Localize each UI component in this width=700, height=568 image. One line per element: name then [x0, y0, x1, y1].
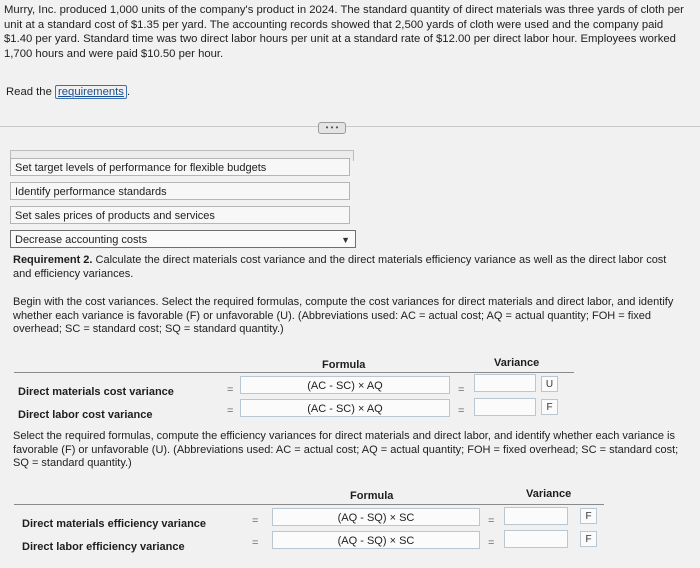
cost-instructions: Begin with the cost variances. Select the required formulas, compute the cost variances for direct materials and direct labor, and identify whether each variance is favorable (F) or unfavorable (U). (Abbreviations used: AC = actual cost; AQ = actual quantity; FOH = fixed overhead; SC = standard cost; SQ = standard quantity.) [13, 296, 674, 335]
dm-eff-amount-input[interactable] [504, 507, 568, 525]
chevron-down-icon: ▼ [341, 235, 350, 245]
equals-sign: = [252, 537, 259, 549]
requirements-link[interactable]: requirements [55, 85, 127, 99]
section-divider [0, 126, 700, 127]
dm-eff-variance-label: Direct materials efficiency variance [22, 518, 207, 530]
equals-sign: = [227, 384, 234, 396]
dl-eff-formula-select[interactable]: (AQ - SQ) × SC [272, 531, 480, 549]
dropdown-option-3[interactable]: Set sales prices of products and services [10, 206, 350, 224]
eff-formula-header: Formula [350, 490, 394, 502]
equals-sign: = [458, 405, 465, 417]
cost-variance-header: Variance [494, 357, 540, 369]
cost-header-line [14, 372, 574, 373]
dm-cost-variance-label: Direct materials cost variance [18, 386, 174, 398]
cost-formula-header: Formula [322, 359, 366, 371]
efficiency-instructions: Select the required formulas, compute the efficiency variances for direct materials and direct labor, and identify whether each variance is favorable (F) or unfavorable (U). (Abbreviations used: AC = actual cost; AQ = actual quantity; FOH = fixed overhead; SC = standard cost; SQ = standard quantity.) [13, 430, 679, 469]
dm-cost-formula-select[interactable]: (AC - SC) × AQ [240, 376, 450, 394]
dl-eff-variance-label: Direct labor efficiency variance [22, 541, 185, 553]
dl-cost-formula-select[interactable]: (AC - SC) × AQ [240, 399, 450, 417]
eff-header-line [14, 504, 604, 505]
dl-eff-uf-select[interactable]: F [580, 531, 597, 547]
equals-sign: = [488, 537, 495, 549]
equals-sign: = [458, 384, 465, 396]
expand-more-button[interactable]: • • • [318, 122, 346, 134]
equals-sign: = [252, 515, 259, 527]
read-requirements [6, 86, 130, 98]
read-prefix: Read the [6, 86, 55, 98]
requirement-label: Requirement 2. [13, 254, 93, 266]
dropdown-option-2[interactable]: Identify performance standards [10, 182, 350, 200]
requirement-2 [13, 254, 685, 281]
dl-eff-amount-input[interactable] [504, 530, 568, 548]
dl-cost-variance-label: Direct labor cost variance [18, 409, 153, 421]
read-suffix: . [126, 86, 131, 98]
equals-sign: = [488, 515, 495, 527]
dl-cost-amount-input[interactable] [474, 398, 536, 416]
problem-statement: Murry, Inc. produced 1,000 units of the company's product in 2024. The standard quantity of direct materials was three yards of cloth per unit at a standard cost of $1.35 per yard. The accounting records showed that 2,500 yards of cloth were used and the company paid $1.40 per yard. Standard time was two direct labor hours per unit at a standard rate of $12.00 per direct labor hour. Employees worked 1,700 hours and were paid $10.50 per hour. [4, 4, 684, 60]
dl-cost-uf-select[interactable]: F [541, 399, 558, 415]
dropdown-option-1[interactable]: Set target levels of performance for flexible budgets [10, 158, 350, 176]
dropdown-selected[interactable] [10, 230, 356, 248]
dm-cost-uf-select[interactable]: U [541, 376, 558, 392]
dm-cost-amount-input[interactable] [474, 374, 536, 392]
dm-eff-formula-select[interactable]: (AQ - SQ) × SC [272, 508, 480, 526]
equals-sign: = [227, 405, 234, 417]
eff-variance-header: Variance [526, 488, 572, 500]
requirement-text: Calculate the direct materials cost variance and the direct materials efficiency variance as well as the direct labor cost and efficiency variances. [13, 254, 667, 280]
dropdown-selected-value: Decrease accounting costs [15, 234, 148, 246]
dm-eff-uf-select[interactable]: F [580, 508, 597, 524]
